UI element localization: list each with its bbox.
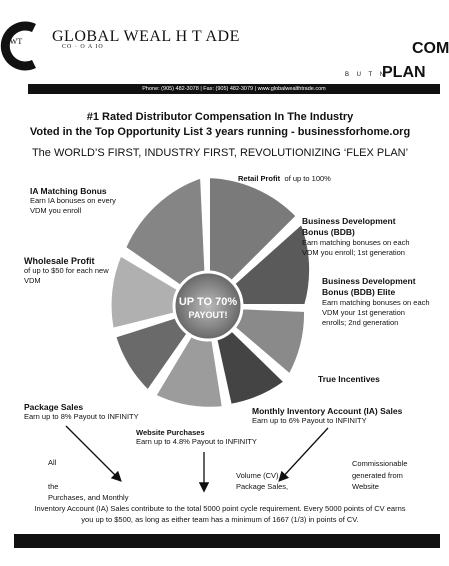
contact-bar: Phone: (905) 482-3078 | Fax: (905) 482-3079 | www.globalwealthtrade.com xyxy=(28,84,440,94)
headline-voted: Voted in the Top Opportunity List 3 years running - businessforhome.org xyxy=(29,126,411,138)
bdb-body: Earn matching bonuses on each VDM you enroll; 1st generation xyxy=(302,238,410,257)
retail-profit-title: Retail Profit xyxy=(238,174,281,183)
label-wholesale xyxy=(24,256,110,286)
footer-volume: Volume (CV) xyxy=(236,471,279,480)
retail-profit-body: of up to 100% xyxy=(284,174,331,183)
brand-subtitle: CO · O A IO xyxy=(62,44,104,50)
footer-commissionable: Commissionable xyxy=(352,459,408,468)
brand-name: GLOBAL WEAL H T ADE xyxy=(52,28,240,45)
logo-icon xyxy=(0,22,44,70)
website-purchases-body: Earn up to 4.8% Payout to INFINITY xyxy=(136,437,257,446)
footer-line2: you up to $500, as long as either team has a minimum of 1667 (1/3) in points of CV. xyxy=(81,515,359,524)
compensation-wheel xyxy=(110,170,306,410)
monthly-ia-title: Monthly Inventory Account (IA) Sales xyxy=(252,406,403,416)
website-purchases-title: Website Purchases xyxy=(136,428,205,437)
bottom-bar xyxy=(14,534,440,548)
footer-generated: generated from xyxy=(352,471,403,480)
label-bdb xyxy=(302,216,420,258)
plan-title: PLAN xyxy=(382,64,426,81)
arrow-package-sales xyxy=(66,426,120,480)
headline-flex-plan: The WORLD’S FIRST, INDUSTRY FIRST, REVOLUTIONIZING ‘FLEX PLAN’ xyxy=(31,147,409,159)
footer-website: Website xyxy=(352,482,379,491)
arrow-monthly-ia xyxy=(280,428,328,480)
bdb-elite-title: Business Development Bonus (BDB) Elite xyxy=(322,276,416,297)
footer-the: the xyxy=(48,482,59,491)
label-package-sales xyxy=(24,402,144,422)
package-sales-title: Package Sales xyxy=(24,402,84,412)
headline-rated: #1 Rated Distributor Compensation In The Industry xyxy=(86,111,354,123)
bdb-elite-body: Earn matching bonuses on each VDM your 1st generation enrolls; 2nd generation xyxy=(322,298,430,327)
footer-all: All xyxy=(48,458,57,467)
label-true-incentives xyxy=(318,374,380,384)
label-bdb-elite xyxy=(322,276,430,328)
footer-purchases: Purchases, and Monthly xyxy=(48,493,129,502)
bdb-title: Business Development Bonus (BDB) xyxy=(302,216,396,237)
ia-matching-body: Earn IA bonuses on every VDM you enroll xyxy=(30,196,116,215)
wheel-center-text2: PAYOUT! xyxy=(188,310,228,320)
true-incentives-title: True Incentives xyxy=(318,374,380,384)
wholesale-body: of up to $50 for each new VDM xyxy=(24,266,109,285)
svg-text:GWT: GWT xyxy=(4,37,23,46)
wheel-center-text1: UP TO 70% xyxy=(178,296,238,308)
page-title: COM xyxy=(412,40,449,57)
label-retail-profit xyxy=(238,168,334,186)
ia-matching-title: IA Matching Bonus xyxy=(30,186,107,196)
monthly-ia-body: Earn up to 6% Payout to INFINITY xyxy=(252,416,367,425)
package-sales-body: Earn up to 8% Payout to INFINITY xyxy=(24,412,139,421)
footer-package-sales: Package Sales, xyxy=(236,482,289,491)
wholesale-title: Wholesale Profit xyxy=(24,256,95,266)
footer-line1: Inventory Account (IA) Sales contribute to the total 5000 point cycle requirement. Every 5000 points of CV earns xyxy=(34,504,406,513)
label-ia-matching xyxy=(30,186,130,216)
title-small-text: B U T N xyxy=(345,72,388,78)
